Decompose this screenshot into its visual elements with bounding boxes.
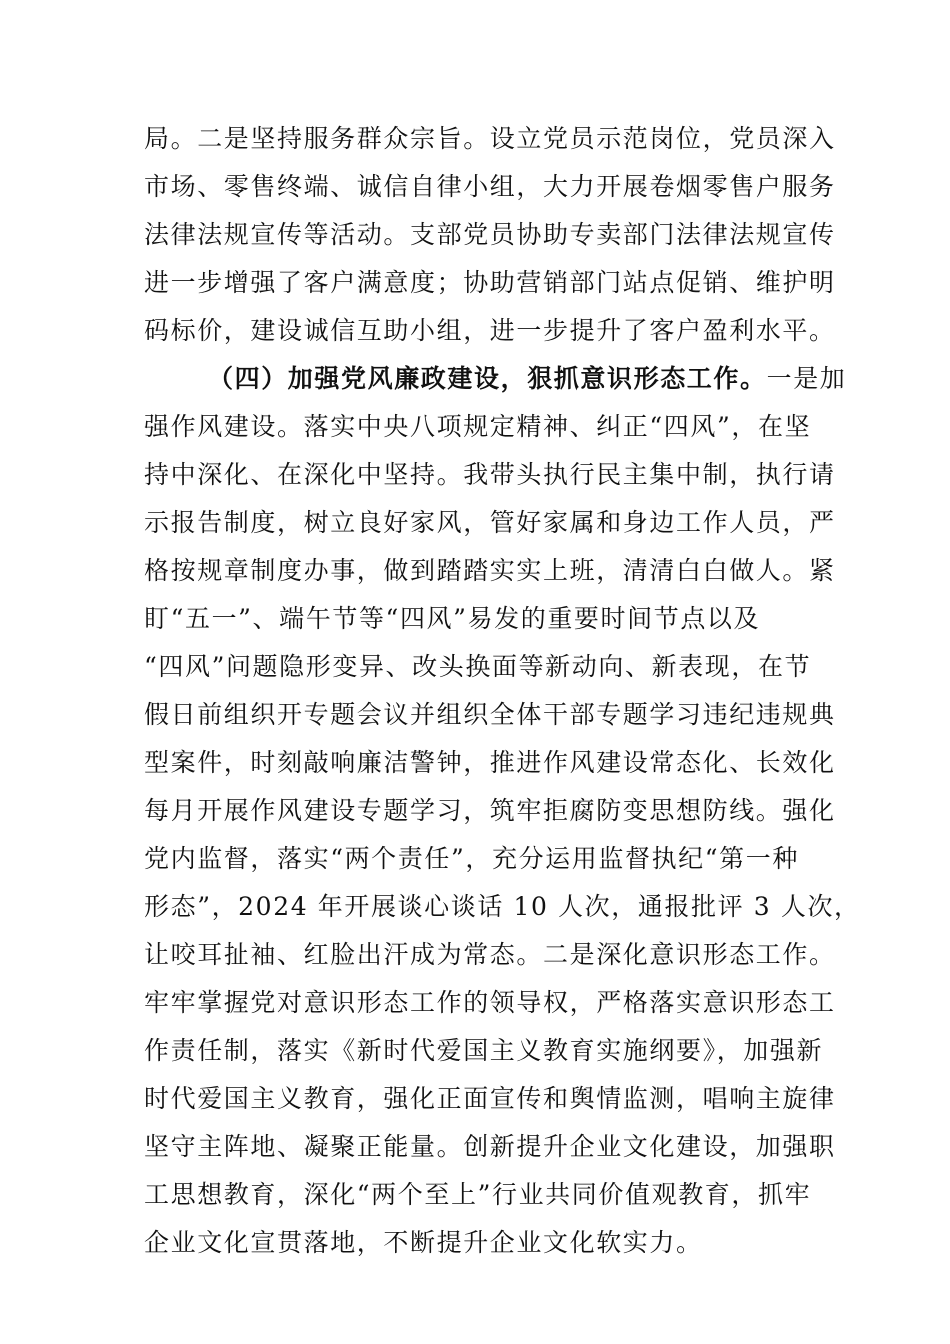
paragraph-line: 盯“五一”、端午节等“四风”易发的重要时间节点以及 <box>144 604 761 633</box>
paragraph-line: 企业文化宣贯落地，不断提升企业文化软实力。 <box>144 1228 703 1257</box>
paragraph-line: 持中深化、在深化中坚持。我带头执行民主集中制，执行请 <box>144 460 836 489</box>
paragraph-line: 坚守主阵地、凝聚正能量。创新提升企业文化建设，加强职 <box>144 1132 836 1161</box>
paragraph-line: 作责任制，落实《新时代爱国主义教育实施纲要》，加强新 <box>144 1036 824 1065</box>
paragraph-line: 市场、零售终端、诚信自律小组，大力开展卷烟零售户服务 <box>144 172 836 201</box>
section-heading: （四）加强党风廉政建设，狠抓意识形态工作。 <box>208 364 767 393</box>
paragraph-line: 党内监督，落实“两个责任”，充分运用监督执纪“第一种 <box>144 844 799 873</box>
paragraph-line: 局。二是坚持服务群众宗旨。设立党员示范岗位，党员深入 <box>144 124 836 153</box>
section-heading-line <box>208 356 846 402</box>
paragraph-line: 强作风建设。落实中央八项规定精神、纠正“四风”，在坚 <box>144 412 812 441</box>
paragraph-line: 示报告制度，树立良好家风，管好家属和身边工作人员，严 <box>144 508 836 537</box>
paragraph-line: 形态”，2024 年开展谈心谈话 10 人次，通报批评 3 人次， <box>144 892 861 921</box>
paragraph-line: 牢牢掌握党对意识形态工作的领导权，严格落实意识形态工 <box>144 988 836 1017</box>
section-heading-tail: 一是加 <box>766 364 847 393</box>
paragraph-line: 每月开展作风建设专题学习，筑牢拒腐防变思想防线。强化 <box>144 796 836 825</box>
paragraph-line: 假日前组织开专题会议并组织全体干部专题学习违纪违规典 <box>144 700 836 729</box>
paragraph-line: 型案件，时刻敲响廉洁警钟，推进作风建设常态化、长效化 <box>144 748 836 777</box>
paragraph-line: 法律法规宣传等活动。支部党员协助专卖部门法律法规宣传 <box>144 220 836 249</box>
paragraph-line: 进一步增强了客户满意度；协助营销部门站点促销、维护明 <box>144 268 836 297</box>
paragraph-line: 时代爱国主义教育，强化正面宣传和舆情监测，唱响主旋律 <box>144 1084 836 1113</box>
paragraph-line: “四风”问题隐形变异、改头换面等新动向、新表现，在节 <box>144 652 812 681</box>
paragraph-line: 码标价，建设诚信互助小组，进一步提升了客户盈利水平。 <box>144 316 836 345</box>
paragraph-line: 工思想教育，深化“两个至上”行业共同价值观教育，抓牢 <box>144 1180 812 1209</box>
paragraph-line: 格按规章制度办事，做到踏踏实实上班，清清白白做人。紧 <box>144 556 836 585</box>
paragraph-line: 让咬耳扯袖、红脸出汗成为常态。二是深化意识形态工作。 <box>144 940 836 969</box>
